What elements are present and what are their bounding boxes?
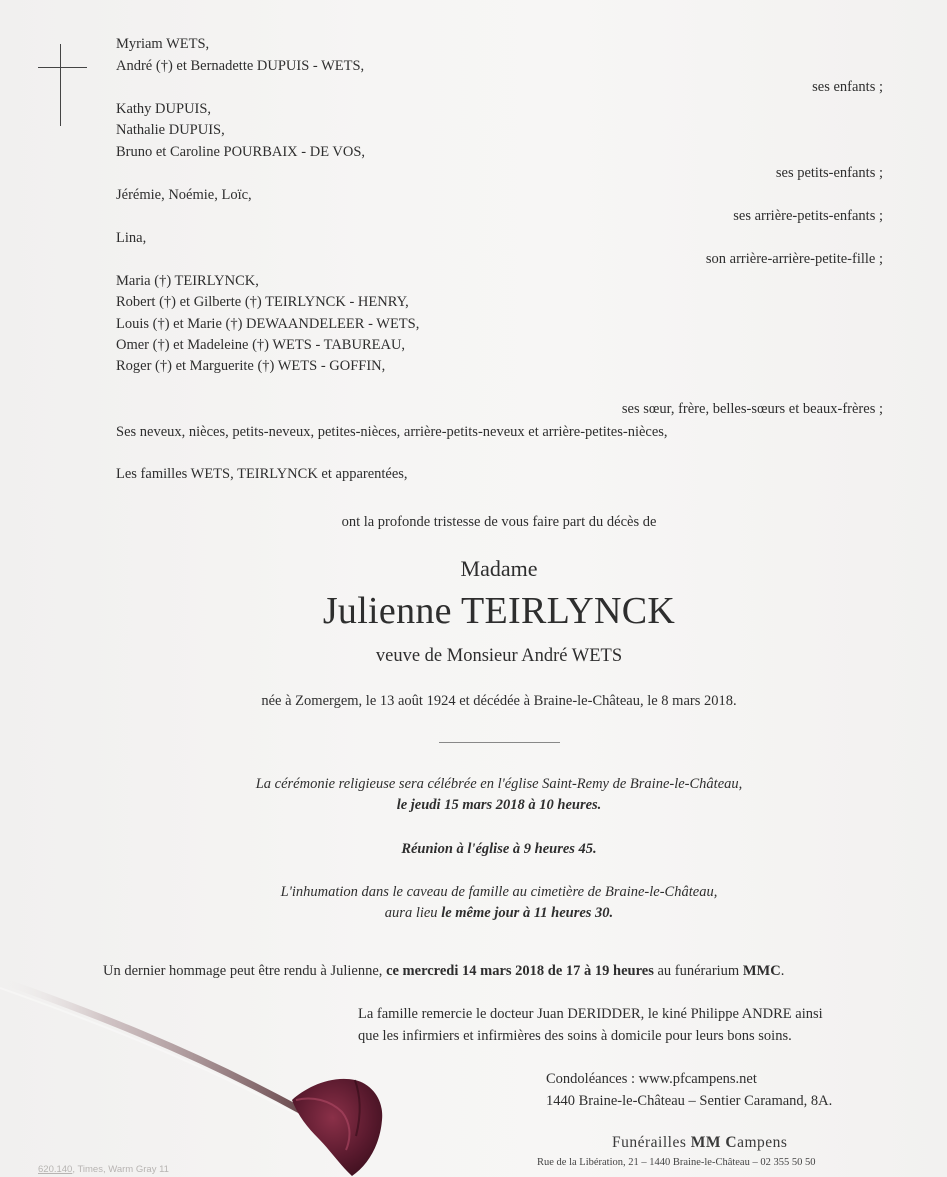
funeral-home-address: Rue de la Libération, 21 – 1440 Braine-le-Château – 02 355 50 50 — [537, 1157, 816, 1168]
hommage-place: MMC — [742, 963, 781, 979]
inhumation-bold: le même jour à 11 heures 30. — [441, 905, 614, 921]
deceased-title: Madame — [460, 556, 538, 581]
family-line: Omer (†) et Madeleine (†) WETS - TABUREAU, — [116, 337, 406, 353]
funeral-home-prefix: Funérailles — [612, 1134, 691, 1151]
stamp-text: , Times, Warm Gray 11 — [72, 1164, 169, 1175]
inhumation-time — [0, 904, 947, 922]
hommage-end: . — [780, 963, 785, 979]
relation-label: ses enfants ; — [812, 79, 883, 95]
hommage-prefix: Un dernier hommage peut être rendu à Julienne, — [103, 963, 387, 979]
family-line: Maria (†) TEIRLYNCK, — [116, 273, 259, 289]
family-line: Les familles WETS, TEIRLYNCK et apparentées, — [116, 466, 408, 482]
relation-label: ses sœur, frère, belles-sœurs et beaux-frères ; — [621, 401, 883, 417]
family-line: Roger (†) et Marguerite (†) WETS - GOFFIN, — [116, 358, 386, 374]
family-line: Jérémie, Noémie, Loïc, — [116, 187, 252, 203]
inhumation-line: L'inhumation dans le caveau de famille au cimetière de Braine-le-Château, — [280, 884, 718, 900]
family-line: Myriam WETS, — [116, 36, 210, 52]
deceased-dates: née à Zomergem, le 13 août 1924 et décédée à Braine-le-Château, le 8 mars 2018. — [261, 693, 737, 709]
divider — [439, 742, 560, 743]
funeral-home-suffix: ampens — [737, 1134, 788, 1151]
family-line: Nathalie DUPUIS, — [116, 122, 225, 138]
family-line: Robert (†) et Gilberte (†) TEIRLYNCK - HENRY, — [116, 294, 409, 310]
ceremony-line: La cérémonie religieuse sera célébrée en l'église Saint-Remy de Braine-le-Château, — [255, 776, 743, 792]
hommage-date: ce mercredi 14 mars 2018 de 17 à 19 heures — [386, 963, 654, 979]
family-line: Louis (†) et Marie (†) DEWAANDELEER - WETS, — [116, 316, 420, 332]
family-line: Lina, — [116, 230, 147, 246]
thanks-line: La famille remercie le docteur Juan DERIDDER, le kiné Philippe ANDRE ainsi — [358, 1006, 823, 1022]
inhumation-prefix: aura lieu — [384, 905, 442, 921]
thanks-line: que les infirmiers et infirmières des soins à domicile pour leurs bons soins. — [358, 1028, 792, 1044]
funeral-home-name — [612, 1134, 787, 1152]
relation-label: ses arrière-petits-enfants ; — [733, 208, 883, 224]
reunion-text: Réunion à l'église à 9 heures 45. — [401, 841, 597, 857]
condolences-line: Condoléances : www.pfcampens.net — [546, 1071, 757, 1087]
cross-icon — [60, 44, 61, 126]
family-line: André (†) et Bernadette DUPUIS - WETS, — [116, 58, 365, 74]
stamp-code: 620.140 — [38, 1164, 73, 1175]
funeral-home-bold: MM C — [690, 1134, 738, 1151]
hommage-mid: au funérarium — [653, 963, 743, 979]
family-line: Bruno et Caroline POURBAIX - DE VOS, — [116, 144, 366, 160]
address-line: 1440 Braine-le-Château – Sentier Caramand, 8A. — [546, 1093, 833, 1109]
family-line: Kathy DUPUIS, — [116, 101, 212, 117]
relation-label: ses petits-enfants ; — [775, 165, 883, 181]
relation-label: son arrière-arrière-petite-fille ; — [705, 251, 883, 267]
ceremony-date: le jeudi 15 mars 2018 à 10 heures. — [396, 797, 602, 813]
cross-icon-bar — [38, 67, 87, 68]
deceased-spouse: veuve de Monsieur André WETS — [375, 646, 623, 666]
print-stamp — [38, 1161, 169, 1177]
announcement-text: ont la profonde tristesse de vous faire part du décès de — [341, 514, 657, 530]
hommage-line — [103, 962, 784, 980]
family-line: Ses neveux, nièces, petits-neveux, petites-nièces, arrière-petits-neveux et arrière-petites-nièces, — [116, 424, 668, 440]
deceased-name: Julienne TEIRLYNCK — [322, 590, 676, 632]
